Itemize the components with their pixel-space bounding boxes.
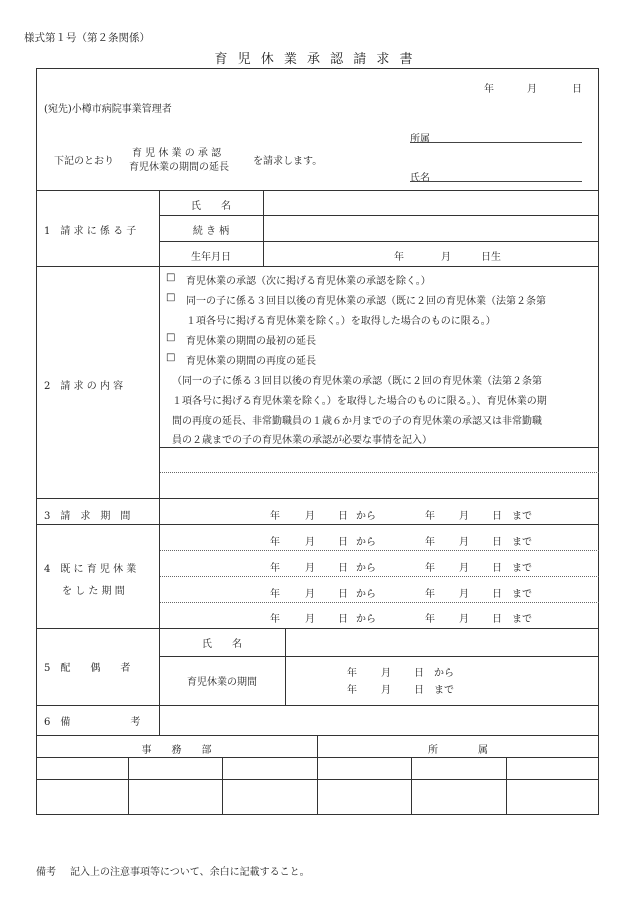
- section4-label-line2: を し た 期 間: [62, 586, 125, 597]
- affiliation-header: 所 属: [428, 745, 488, 756]
- name-label: 氏名: [410, 173, 430, 184]
- remarks-label: 備考: [36, 867, 56, 878]
- request-prefix: 下記のとおり: [54, 156, 114, 167]
- checkbox-second-extension[interactable]: □: [166, 352, 176, 363]
- checkbox-first-extension[interactable]: □: [166, 332, 176, 343]
- remarks-text: 記入上の注意事項等について、余白に記載すること。: [70, 867, 310, 878]
- child-name-label: 氏 名: [191, 201, 231, 212]
- checkbox-approval[interactable]: □: [166, 272, 176, 283]
- birthdate-year: 年: [394, 252, 404, 263]
- section3-label: 3 請 求 期 間: [44, 511, 131, 522]
- reason-note-line3: 間の再度の延長、非常勤職員の１歳６か月までの子の育児休業の承認又は非常勤職: [172, 416, 542, 427]
- section6-label: 6 備 考: [44, 717, 141, 728]
- affiliation-label: 所属: [410, 134, 430, 145]
- request-suffix: を請求します。: [253, 156, 323, 167]
- affiliation-underline: [410, 142, 582, 143]
- addressee: (宛先)小樽市病院事業管理者: [44, 104, 172, 115]
- frame-bottom: [36, 814, 599, 815]
- date-month: 月: [527, 84, 537, 95]
- date-year: 年: [484, 84, 494, 95]
- checkbox-third-approval[interactable]: □: [166, 292, 176, 303]
- item-first-extension: 育児休業の期間の最初の延長: [186, 336, 316, 347]
- reason-note-line2: １項各号に掲げる育児休業を除く。）を取得した場合のものに限る。）、育児休業の期: [172, 396, 547, 407]
- section2-label: 2 請 求 の 内 容: [44, 381, 124, 392]
- child-relationship-label: 続 き 柄: [192, 226, 230, 237]
- item-approval: 育児休業の承認（次に掲げる育児休業の承認を除く。）: [186, 276, 431, 287]
- child-birthdate-label: 生年月日: [191, 252, 231, 263]
- reason-note-line4: 員の２歳までの子の育児休業の承認が必要な事情を記入）: [172, 435, 432, 446]
- birthdate-day: 日生: [481, 252, 501, 263]
- request-option-extension: 育児休業の期間の延長: [129, 162, 229, 173]
- section1-label: 1 請 求 に 係 る 子: [44, 226, 137, 237]
- request-option-approval: 育 児 休 業 の 承 認: [132, 148, 222, 159]
- frame-left: [36, 68, 37, 815]
- section5-label: 5 配 偶 者: [44, 663, 131, 674]
- date-day: 日: [572, 84, 582, 95]
- name-underline: [410, 181, 582, 182]
- form-title: 育 児 休 業 承 認 請 求 書: [214, 52, 416, 67]
- section4-label-line1: 4 既 に 育 児 休 業: [44, 564, 137, 575]
- reason-note-line1: （同一の子に係る３回目以後の育児休業の承認（既に２回の育児休業（法第２条第: [172, 376, 542, 387]
- admin-dept-header: 事 務 部: [141, 745, 212, 756]
- birthdate-month: 月: [441, 252, 451, 263]
- spouse-name-label: 氏 名: [202, 639, 242, 650]
- frame-right: [598, 68, 599, 815]
- item-second-extension: 育児休業の期間の再度の延長: [186, 356, 316, 367]
- form-number: 様式第１号（第２条関係）: [24, 32, 150, 44]
- item-third-approval-line2: １項各号に掲げる育児休業を除く。）を取得した場合のものに限る。）: [186, 316, 496, 327]
- spouse-period-label: 育児休業の期間: [187, 677, 257, 688]
- frame-top: [36, 68, 599, 69]
- item-third-approval-line1: 同一の子に係る３回目以後の育児休業の承認（既に２回の育児休業（法第２条第: [186, 296, 546, 307]
